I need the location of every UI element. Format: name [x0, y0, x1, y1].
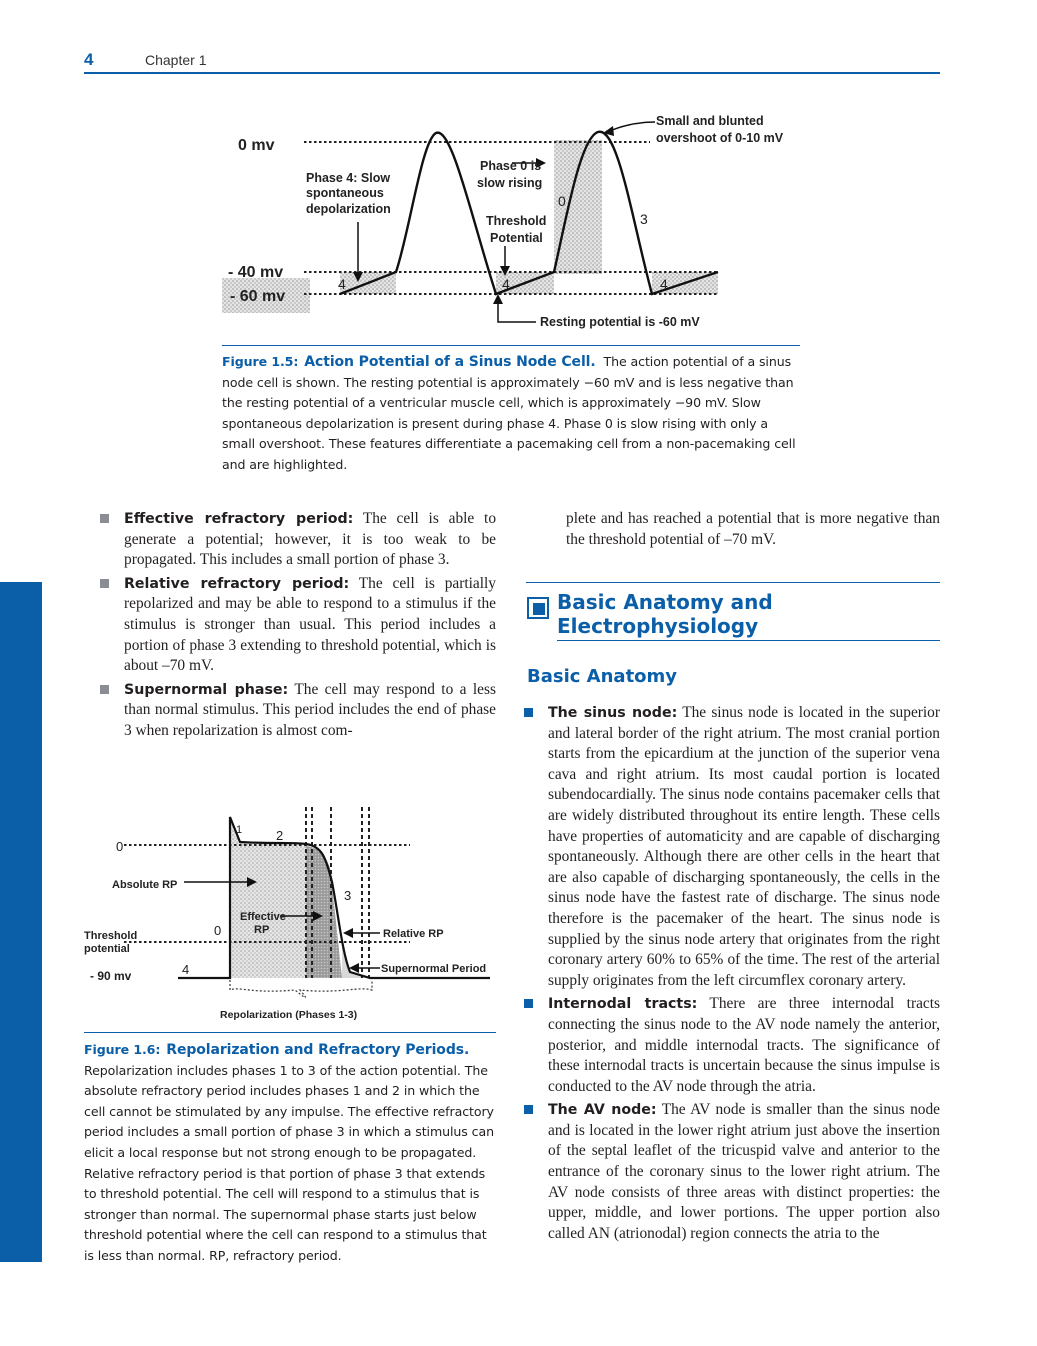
- right-continuation: plete and has reached a potential that is more negative than the threshold potential of –70 mV.: [566, 510, 940, 548]
- caption2-text: Repolarization includes phases 1 to 3 of the action potential. The absolute refractory period includes phases 1 and 2 in which the cell cannot be stimulated by any impulse. The effective refractory period includes a small portion of phase 3 in which a stimulus can elicit a local response but not strong enough to be propagated. Relative refractory period is that portion of phase 3 that extends to threshold potential. The cell will respond to a stimulus that is stronger than normal. The supernormal phase starts just below threshold potential where the cell can respond to a stimulus that is less than normal. RP, refractory period.: [84, 1062, 494, 1263]
- caption2-title: Repolarization and Refractory Periods.: [166, 1042, 470, 1058]
- threshold-label-2: Potential: [490, 231, 543, 245]
- figure-1-5-action-potential: [200, 100, 820, 340]
- phase3-num: 3: [640, 211, 648, 227]
- phase1-num: 1: [236, 824, 243, 836]
- caption1-text: The action potential of a sinus node cell is shown. The resting potential is approximately −60 mV and is less negative than the resting potential of a ventricular muscle cell, which is approximately −90 mV. Slow spontaneous depolarization is present during phase 4. Phase 0 is slow rising with only a small overshoot. These features differentiate a pacemaking cell from a non-pacemaking cell and are highlighted.: [222, 354, 796, 472]
- threshold-label-2: potential: [84, 943, 130, 955]
- section-rule-bottom: [557, 640, 940, 641]
- threshold-label-1: Threshold: [486, 214, 547, 228]
- figure-1-5-caption: [222, 352, 798, 476]
- phase0-label-1: Phase 0 is: [480, 159, 542, 173]
- item-term: Relative refractory period:: [124, 575, 350, 592]
- caption2-rule: [84, 1032, 496, 1033]
- item-text: The cell may respond to a less than normal stimulus. This period includes the end of phase 3 when repolarization is almost com-: [124, 680, 496, 739]
- figure-1-6-refractory: [80, 802, 500, 1027]
- list-item: [524, 994, 940, 1097]
- phase2-num: 2: [276, 828, 284, 843]
- resting-arrow: [498, 300, 536, 322]
- right-column-list: [524, 703, 940, 1247]
- repolarization-brace: [230, 980, 372, 998]
- item-term: The AV node:: [548, 1102, 657, 1119]
- phase3-num: 3: [344, 888, 352, 903]
- item-text: The AV node is smaller than the sinus node and is located in the lower right atrium just above the insertion of the septal leaflet of the tricuspid valve and anterior to the entrance of the coronary sinus to the lower right atrium. The AV node consists of three areas with distinct properties: the upper, middle, and lower portions. The upper portion also called AN (atrionodal) region connects the atria to the: [548, 1101, 940, 1242]
- item-term: Effective refractory period:: [124, 511, 354, 527]
- phase4-num-2: 4: [502, 276, 510, 292]
- phase4-label-2: spontaneous: [306, 186, 384, 200]
- repolarization-label: Repolarization (Phases 1-3): [220, 1009, 358, 1021]
- zero-mv-label: 0 mv: [238, 137, 275, 154]
- list-item: [100, 509, 496, 571]
- overshoot-label-1: Small and blunted: [656, 114, 764, 128]
- action-potential-trace: [340, 132, 718, 294]
- section-icon: [527, 597, 549, 619]
- chapter-label: Chapter 1: [145, 52, 207, 68]
- list-item: [524, 703, 940, 991]
- figure-1-6-caption: [84, 1040, 496, 1267]
- section-title-2: Electrophysiology: [557, 614, 759, 638]
- item-text: The cell is partially repolarized and may be able to respond to a stimulus if the stimulus is stronger than usual. This period includes a portion of phase 3 extending to threshold potential, which is about –70 mV.: [124, 574, 496, 675]
- list-item: [100, 574, 496, 677]
- phase4-num-3: 4: [660, 276, 668, 292]
- phase0-label-2: slow rising: [477, 176, 543, 190]
- caption1-label: Figure 1.5:: [222, 354, 299, 369]
- effective-rp-label-1: Effective: [240, 911, 286, 923]
- chapter-side-tab: [0, 582, 42, 1262]
- subsection-title: Basic Anatomy: [527, 666, 678, 687]
- overshoot-arrow: [608, 122, 655, 132]
- header-rule: [84, 72, 940, 74]
- resting-label: Resting potential is -60 mV: [540, 315, 700, 329]
- item-term: Internodal tracts:: [548, 996, 698, 1013]
- phase4-num: 4: [182, 962, 190, 977]
- list-item: [100, 680, 496, 742]
- phase0-num: 0: [558, 193, 566, 209]
- page-number: 4: [84, 50, 94, 69]
- phase4-label-3: depolarization: [306, 202, 391, 216]
- list-item: [524, 1100, 940, 1244]
- overshoot-label-2: overshoot of 0-10 mV: [656, 131, 784, 145]
- caption2-label: Figure 1.6:: [84, 1042, 161, 1057]
- minus40-label: - 40 mv: [228, 264, 284, 281]
- minus90-label: - 90 mv: [90, 969, 132, 983]
- threshold-label-1: Threshold: [84, 930, 138, 942]
- section-title-1: Basic Anatomy and: [557, 590, 773, 614]
- caption1-title: Action Potential of a Sinus Node Cell.: [304, 354, 596, 370]
- supernormal-label: Supernormal Period: [381, 963, 487, 975]
- phase4-num-1: 4: [338, 276, 346, 292]
- section-rule: [526, 582, 940, 583]
- phase0-num: 0: [214, 923, 222, 938]
- phase4-label-1: Phase 4: Slow: [306, 171, 391, 185]
- absolute-rp-label: Absolute RP: [112, 879, 178, 891]
- item-term: Supernormal phase:: [124, 681, 289, 698]
- item-term: The sinus node:: [548, 705, 678, 721]
- zero-label: 0: [116, 839, 124, 854]
- effective-rp-label-2: RP: [254, 924, 270, 936]
- item-text: The cell is able to generate a potential; however, it is too weak to be propagated. This includes a small portion of phase 3.: [124, 510, 497, 569]
- item-text: There are three internodal tracts connecting the sinus node to the AV node namely the anterior, posterior, and middle internodal tracts. The significance of these internodal tracts is uncertain because the sinus impulse is conducted to the AV node through the atria.: [548, 995, 940, 1095]
- relative-rp-label: Relative RP: [383, 928, 444, 940]
- item-text: The sinus node is located in the superior and lateral border of the right atrium. The most cranial portion starts from the epicardium at the junction of the superior vena cava and right atrium. Its most caudal portion is located subendocardially. The sinus node contains pacemaker cells that are widely distributed throughout its entire length. These cells have properties of automaticity and are capable of discharging spontaneously. Although there are other cells in the heart that are also capable of discharging spontaneously, the cells in the sinus node have the fastest rate of discharge. The sinus node therefore is the pacemaker of the heart. The sinus node is supplied by the sinus node artery that originates from the right coronary artery 60% to 65% of the time. The rest of the arterial supply originates from the left circumflex coronary artery.: [548, 704, 941, 989]
- caption1-rule: [222, 345, 800, 346]
- minus60-label: - 60 mv: [230, 288, 286, 305]
- left-column-list: [100, 509, 496, 745]
